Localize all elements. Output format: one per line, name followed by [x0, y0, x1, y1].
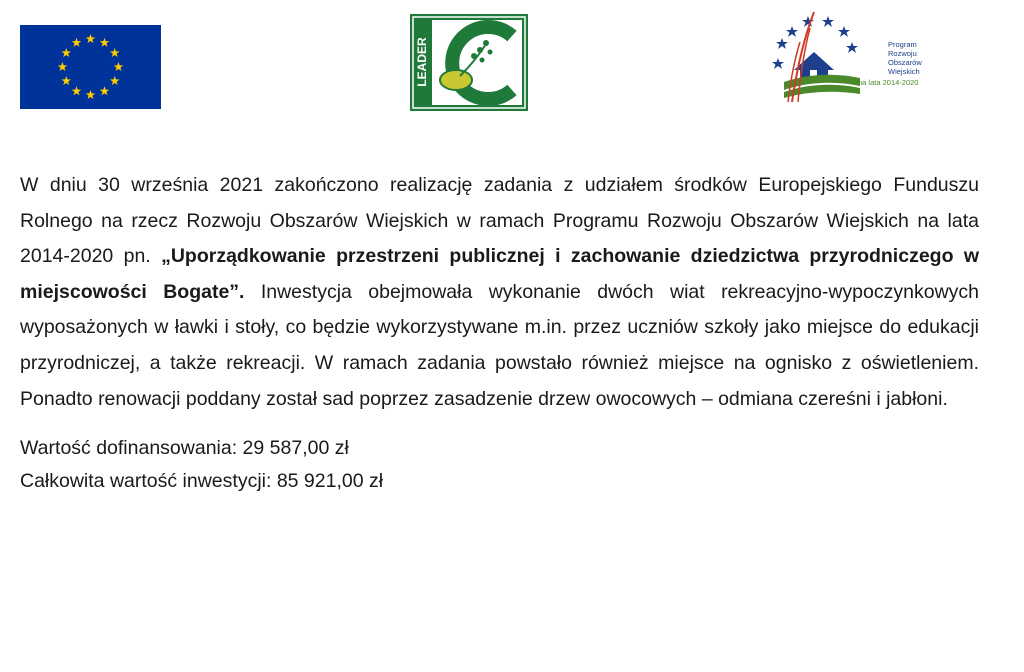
- cofinancing-value: Wartość dofinansowania: 29 587,00 zł: [20, 437, 349, 460]
- leader-logo-text: LEADER: [415, 37, 429, 87]
- leader-logo-icon: [410, 14, 528, 111]
- prow-line-4: Wiejskich: [888, 67, 920, 76]
- article-content: [20, 168, 979, 498]
- article-paragraph: [20, 168, 979, 417]
- article-body: Inwestycja obejmowała wykonanie dwóch wiat rekreacyjno-wypoczynkowych wyposażonych w ławki i stoły, co będzie wykorzystywane m.in. przez uczniów szkoły jako miejsce do edukacji przyrodniczej, a także rekreacji. W ramach zadania powstało również miejsce na ognisko z oświetleniem. Ponadto renowacji poddany został sad poprzez zasadzenie drzew owocowych – odmiana czereśni i jabłoni.: [20, 280, 979, 410]
- total-investment-value: Całkowita wartość inwestycji: 85 921,00 zł: [20, 470, 384, 493]
- prow-line-3: Obszarów: [888, 58, 922, 67]
- prow-years: na lata 2014-2020: [858, 78, 919, 87]
- prow-logo-text: [858, 40, 922, 87]
- eu-flag-icon: [20, 25, 161, 109]
- prow-line-2: Rozwoju: [888, 49, 917, 58]
- project-title: „Uporządkowanie przestrzeni publicznej i zachowanie dziedzictwa przyrodniczego w miejscowości Bogate”.: [20, 245, 980, 303]
- article-intro: W dniu 30 września 2021 zakończono realizację zadania z udziałem środków Europejskiego Funduszu Rolnego na rzecz Rozwoju Obszarów Wiejskich w ramach Programu Rozwoju Obszarów Wiejskich na lata 2014-2020 pn.: [20, 174, 979, 268]
- logo-bar: [0, 0, 1024, 130]
- prow-line-1: Program: [888, 40, 917, 49]
- funding-summary: [20, 432, 979, 498]
- prow-logo-icon: [770, 8, 950, 108]
